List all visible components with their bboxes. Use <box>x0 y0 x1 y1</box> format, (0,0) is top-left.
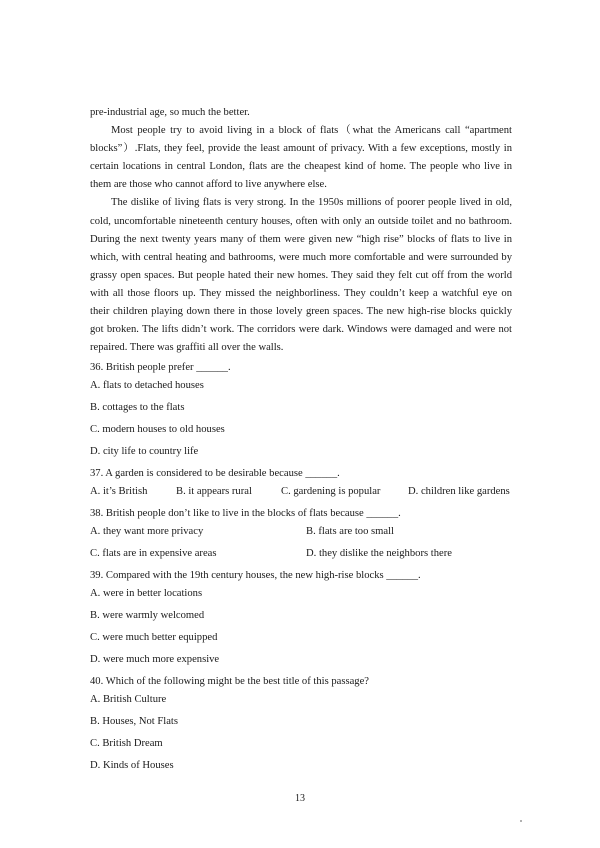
question-38-option-a[interactable]: A. they want more privacy <box>90 526 204 537</box>
question-37-option-b[interactable]: B. it appears rural <box>176 486 252 497</box>
question-40-stem: 40. Which of the following might be the best title of this passage? <box>90 676 370 687</box>
question-37-option-d[interactable]: D. children like gardens <box>408 486 510 497</box>
passage-paragraph-2: The dislike of living flats is very strong. In the 1950s millions of poorer people lived in old, cold, uncomfortable nineteenth century houses, often with only an outside toilet and no bathroom. During the next twenty years many of them were given new “high rise” blocks of flats to live in which, with central heating and bathrooms, were much more comfortable and were surrounded by grassy open spaces. But people hated their new homes. They said they felt cut off from the world with all those floors up. They missed the neighborliness. They couldn’t keep a watchful eye on their children playing down there in those lovely green spaces. The new high-rise blocks quickly got broken. The lifts didn’t work. The corridors were dark. Windows were damaged and were not repaired. There was graffiti all over the walls. <box>90 197 512 354</box>
question-40-option-d[interactable]: D. Kinds of Houses <box>90 760 174 771</box>
question-39-option-b[interactable]: B. were warmly welcomed <box>90 610 205 621</box>
question-37-option-c[interactable]: C. gardening is popular <box>281 486 381 497</box>
passage-paragraph-1: Most people try to avoid living in a block of flats（what the Americans call “apartment blocks”）.Flats, they feel, provide the least amount of privacy. With a few exceptions, mostly in certain locations in central London, flats are the cheapest kind of home. The people who live in them are those who cannot afford to live anywhere else. <box>90 125 512 191</box>
question-39-stem: 39. Compared with the 19th century houses, the new high-rise blocks ______. <box>90 570 421 581</box>
question-36-option-a[interactable]: A. flats to detached houses <box>90 380 204 391</box>
question-40-option-c[interactable]: C. British Dream <box>90 738 163 749</box>
question-36-stem: 36. British people prefer ______. <box>90 362 231 373</box>
question-40-option-a[interactable]: A. British Culture <box>90 694 167 705</box>
page-number: 13 <box>295 793 305 804</box>
question-37-option-a[interactable]: A. it’s British <box>90 486 148 497</box>
question-36-option-d[interactable]: D. city life to country life <box>90 446 199 457</box>
question-38-option-b[interactable]: B. flats are too small <box>306 526 394 537</box>
question-36-option-c[interactable]: C. modern houses to old houses <box>90 424 225 435</box>
reading-passage <box>90 104 512 357</box>
question-36-option-b[interactable]: B. cottages to the flats <box>90 402 185 413</box>
scan-speck <box>520 820 522 822</box>
question-39-option-c[interactable]: C. were much better equipped <box>90 632 218 643</box>
question-39-option-d[interactable]: D. were much more expensive <box>90 654 220 665</box>
question-38-option-d[interactable]: D. they dislike the neighbors there <box>306 548 452 559</box>
question-37-stem: 37. A garden is considered to be desirable because ______. <box>90 468 340 479</box>
question-38-option-c[interactable]: C. flats are in expensive areas <box>90 548 217 559</box>
question-38-stem: 38. British people don’t like to live in the blocks of flats because ______. <box>90 508 401 519</box>
passage-continuation: pre-industrial age, so much the better. <box>90 107 250 118</box>
question-40-option-b[interactable]: B. Houses, Not Flats <box>90 716 178 727</box>
question-39-option-a[interactable]: A. were in better locations <box>90 588 203 599</box>
